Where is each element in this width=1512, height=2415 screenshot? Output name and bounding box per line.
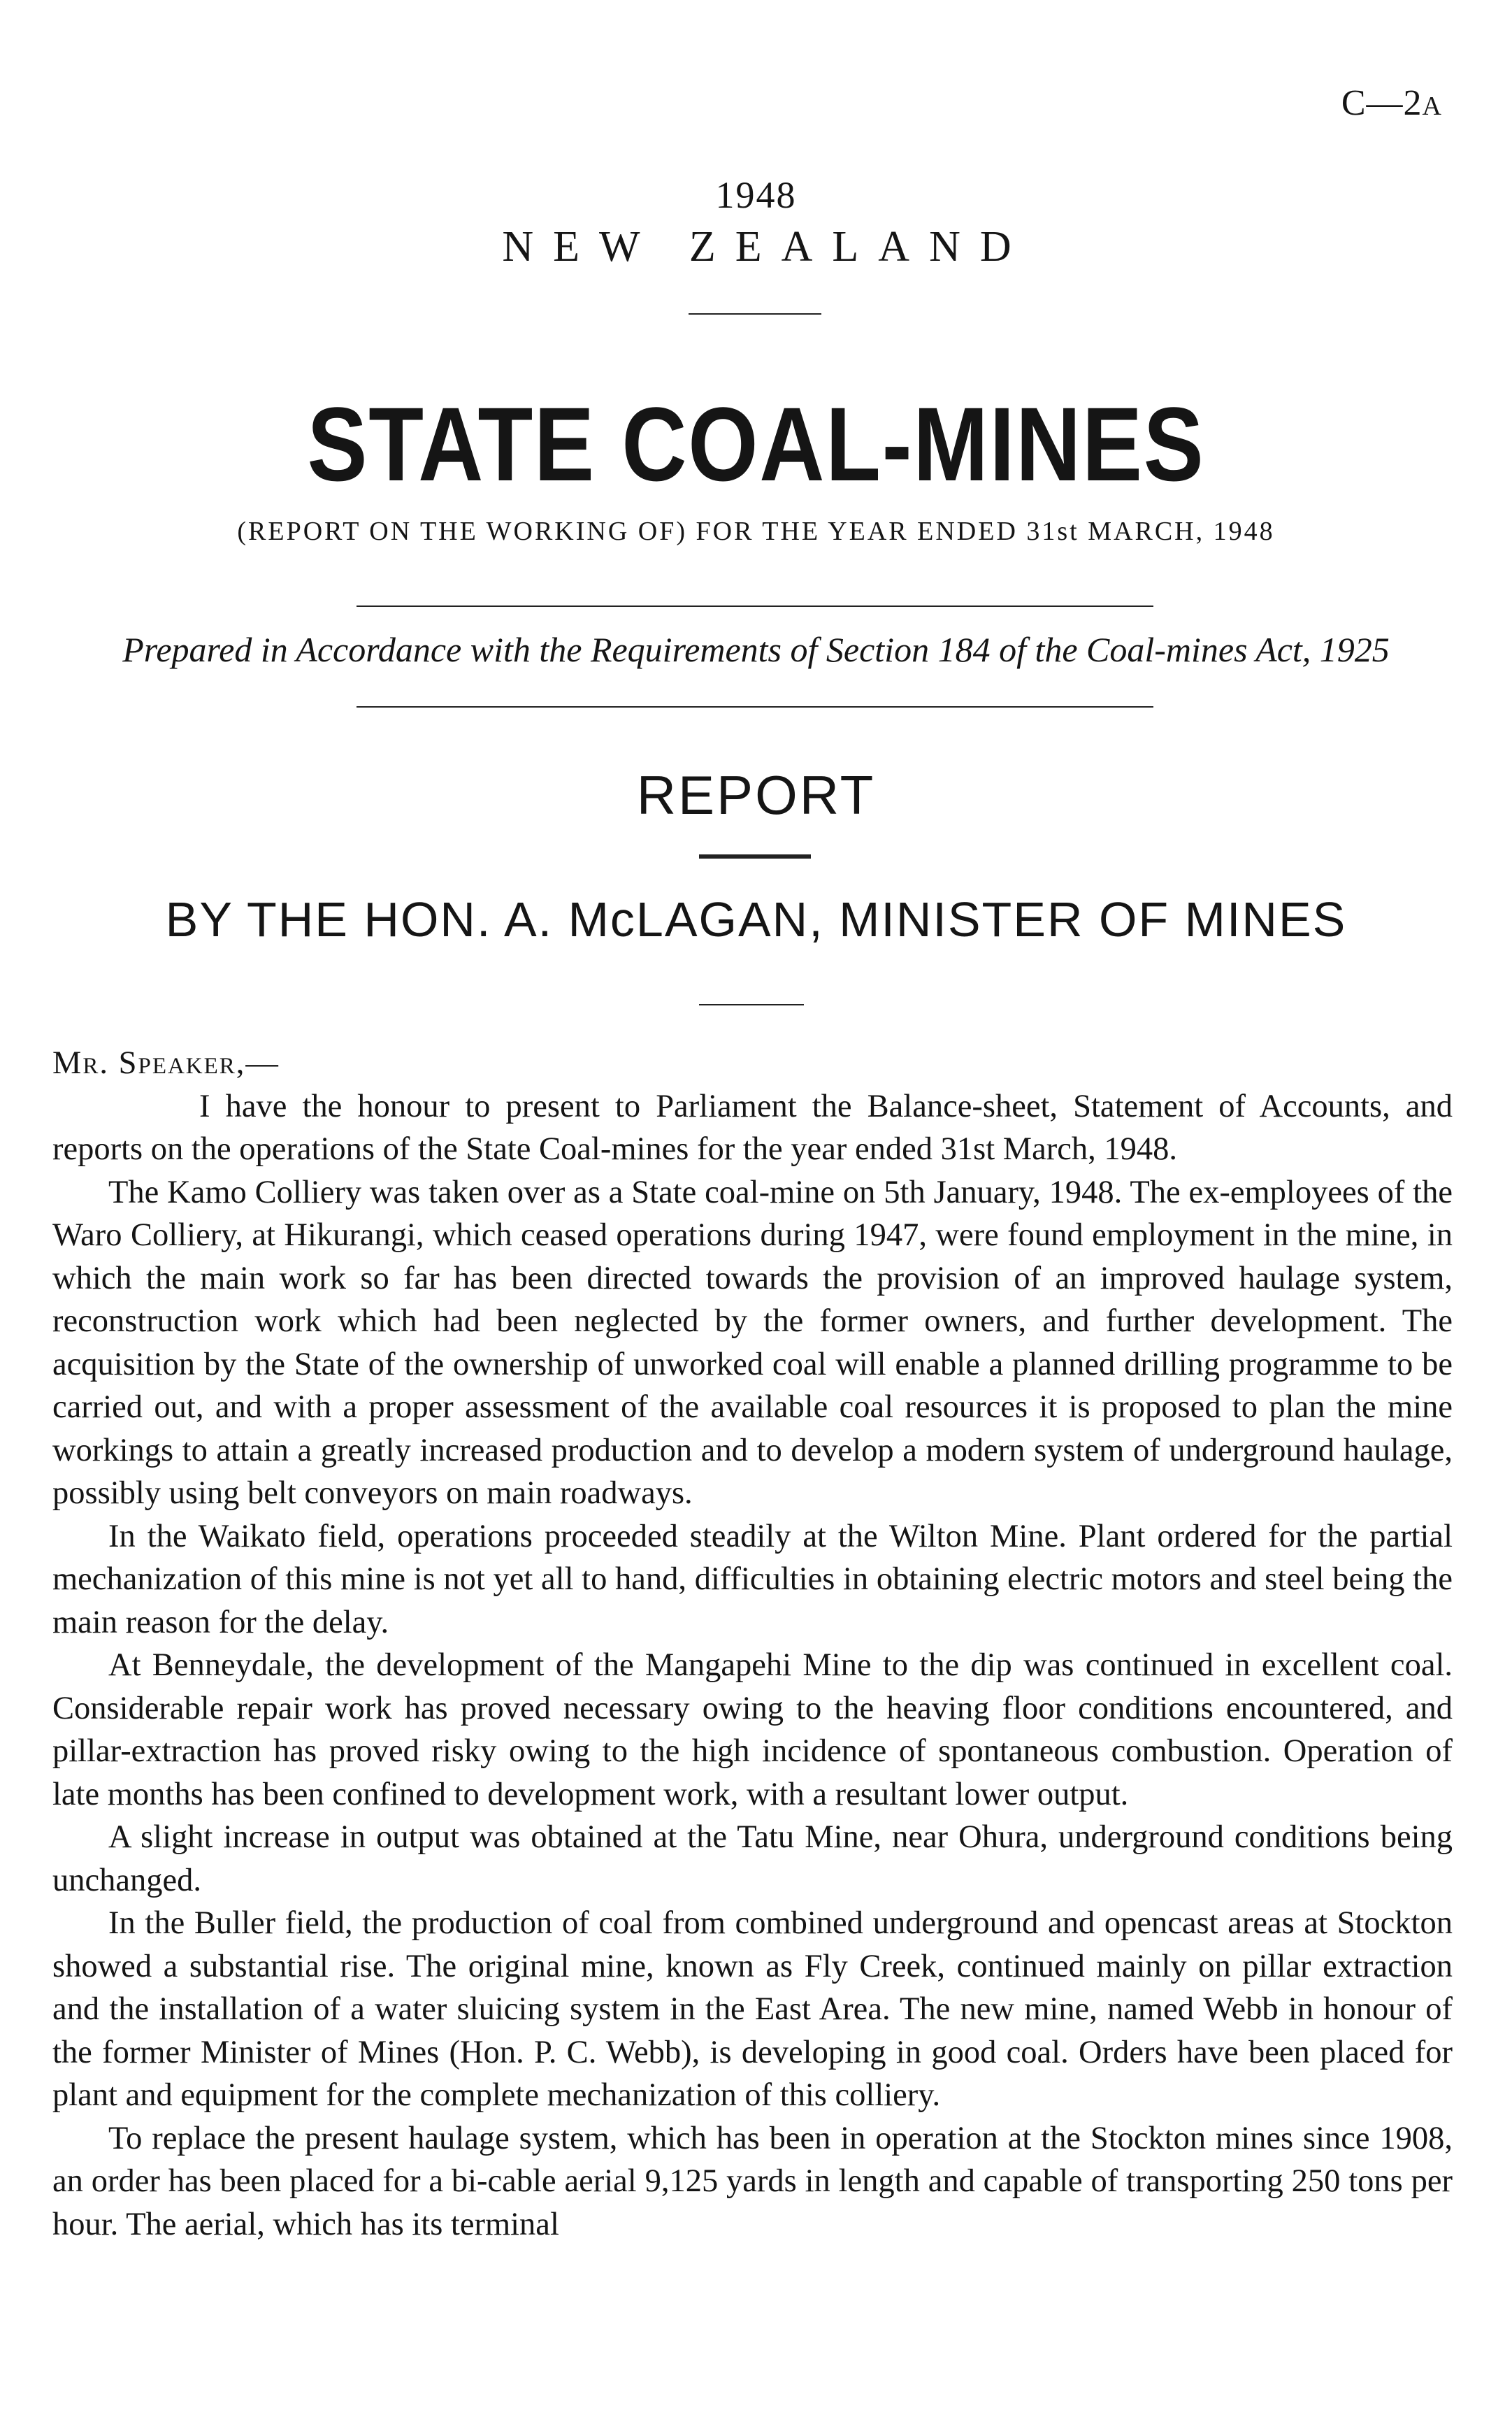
prepared-statement: Prepared in Accordance with the Requirements of Section 184 of the Coal-mines Act, 1925 bbox=[122, 630, 1390, 669]
body-paragraph: In the Waikato field, operations proceeded steadily at the Wilton Mine. Plant ordered for the partial mechanization of this mine is not yet all to hand, difficulties in obtaining electric motors and steel being the main reason for the delay. bbox=[52, 1518, 1453, 1640]
document-subtitle: (REPORT ON THE WORKING OF) FOR THE YEAR ENDED 31st MARCH, 1948 bbox=[237, 517, 1275, 546]
body-paragraph: To replace the present haulage system, which has been in operation at the Stockton mines since 1908, an order has been placed for a bi-cable aerial 9,125 yards in length and capable of transporting 250 tons per hour. The aerial, which has its terminal bbox=[52, 2120, 1453, 2242]
document-title: STATE COAL-MINES bbox=[307, 385, 1205, 503]
body-paragraph: In the Buller field, the production of coal from combined underground and opencast areas at Stockton showed a substantial rise. The original mine, known as Fly Creek, continued mainly on pillar extraction and the installation of a water sluicing system in the East Area. The new mine, named Webb in honour of the former Minister of Mines (Hon. P. C. Webb), is developing in good coal. Orders have been placed for plant and equipment for the complete mechanization of this colliery. bbox=[52, 1905, 1453, 2113]
country-name: NEW ZEALAND bbox=[502, 223, 1031, 271]
divider-rule bbox=[699, 1004, 804, 1005]
report-heading: REPORT bbox=[636, 764, 876, 826]
page-code-main: C—2 bbox=[1341, 83, 1423, 123]
divider-rule bbox=[689, 313, 821, 315]
body-paragraph: A slight increase in output was obtained at the Tatu Mine, near Ohura, underground conditions being unchanged. bbox=[52, 1819, 1453, 1898]
page-code bbox=[1341, 83, 1442, 124]
body-paragraph: At Benneydale, the development of the Mangapehi Mine to the dip was continued in excellent coal. Considerable repair work has proved necessary owing to the heaving floor conditions encountered, and pillar-extraction has proved risky owing to the high incidence of spontaneous combustion. Operation of late months has been confined to development work, with a resultant lower output. bbox=[52, 1647, 1453, 1812]
body-paragraph: I have the honour to present to Parliament the Balance-sheet, Statement of Accounts, and reports on the operations of the State Coal-mines for the year ended 31st March, 1948. bbox=[52, 1088, 1453, 1167]
divider-rule-thick bbox=[699, 854, 811, 859]
divider-rule bbox=[357, 706, 1153, 708]
report-body bbox=[52, 1042, 1453, 2246]
report-year: 1948 bbox=[715, 174, 797, 216]
salutation: Mr. Speaker,— bbox=[52, 1045, 280, 1081]
divider-rule bbox=[357, 605, 1153, 607]
body-paragraph: The Kamo Colliery was taken over as a State coal-mine on 5th January, 1948. The ex-employees of the Waro Colliery, at Hikurangi, which ceased operations during 1947, were found employment in the mine, in which the main work so far has been directed towards the provision of an improved haulage system, reconstruction work which had been neglected by the former owners, and further development. The acquisition by the State of the ownership of unworked coal will enable a planned drilling programme to be carried out, and with a proper assessment of the available coal resources it is proposed to plan the mine workings to attain a greatly increased production and to develop a modern system of underground haulage, possibly using belt conveyors on main roadways. bbox=[52, 1174, 1453, 1511]
report-author-line: BY THE HON. A. McLAGAN, MINISTER OF MINES bbox=[165, 892, 1347, 947]
page-code-suffix: A bbox=[1422, 92, 1442, 121]
